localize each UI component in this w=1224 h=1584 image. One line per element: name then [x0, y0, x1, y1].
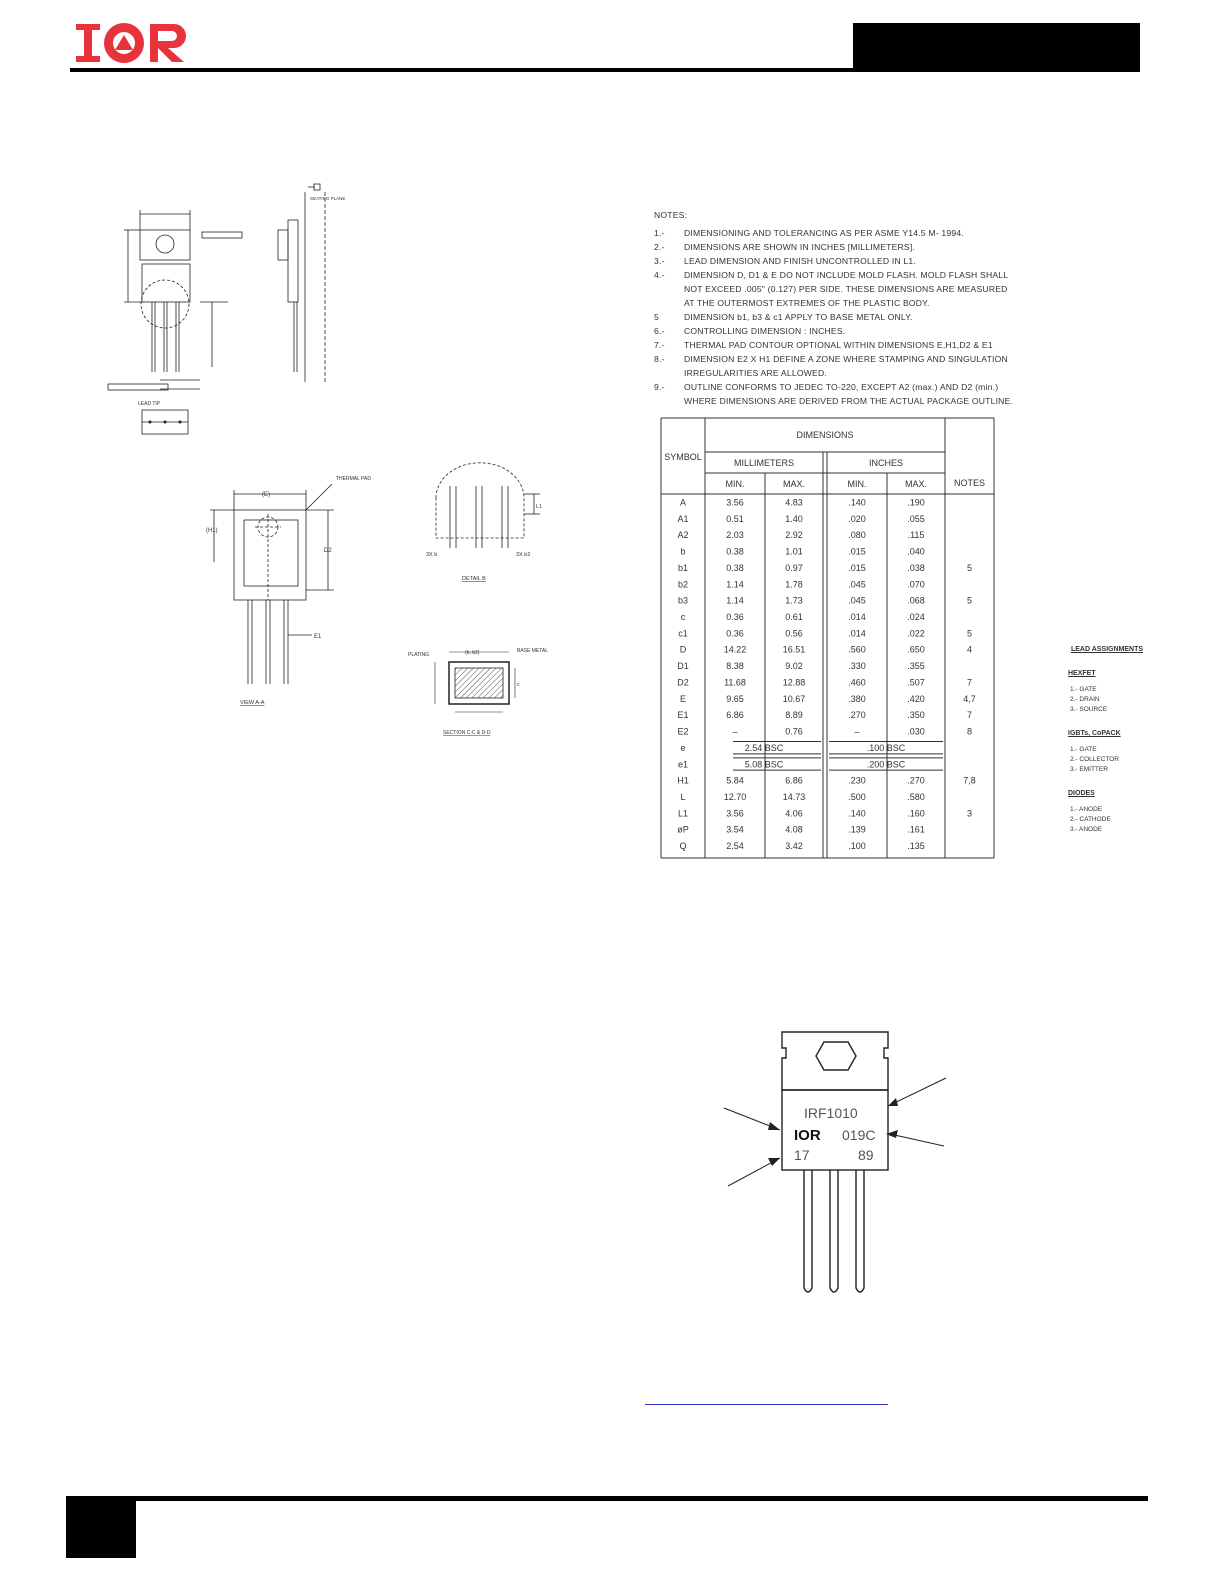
mm-min-cell: 11.68	[724, 677, 746, 688]
note-item	[654, 324, 1014, 338]
mm-min-cell: 6.86	[726, 710, 744, 721]
symbol-cell: E	[679, 693, 687, 704]
in-max-cell: .270	[907, 775, 925, 786]
note-text: DIMENSIONING AND TOLERANCING AS PER ASME Y14.5 M- 1994.	[684, 228, 964, 238]
note-ref-cell: 5	[966, 562, 973, 573]
notes-list	[654, 226, 1014, 408]
mm-max-cell: 12.88	[782, 677, 806, 688]
mm-min-cell: 0.51	[726, 513, 744, 524]
mm-max-cell: 1.73	[785, 595, 803, 606]
in-min-cell: .380	[848, 693, 866, 704]
note-text: DIMENSION b1, b3 & c1 APPLY TO BASE METAL ONLY.	[684, 312, 913, 322]
lead-group-name: HEXFET	[1068, 670, 1096, 677]
millimeters-header: MILLIMETERS	[733, 458, 795, 468]
in-min-cell: .230	[848, 775, 866, 786]
note-number: 7.-	[654, 340, 665, 350]
symbol-cell: E2	[677, 726, 689, 737]
in-max-cell: .190	[907, 497, 925, 508]
in-min-cell: .140	[848, 497, 866, 508]
mm-max-cell: 8.89	[785, 710, 803, 721]
in-min-cell: .560	[848, 644, 866, 655]
thermal-pad-label: THERMAL PAD	[336, 476, 372, 482]
mm-min-cell: 2.03	[726, 530, 744, 541]
note-item	[654, 338, 1014, 352]
note-ref-cell: 4	[966, 644, 973, 655]
symbol-cell: e1	[677, 759, 689, 770]
mm-min-cell: 2.54	[726, 841, 744, 852]
note-item	[654, 254, 1014, 268]
mm-max-cell: 4.08	[785, 824, 803, 835]
note-number: 3.-	[654, 256, 665, 266]
symbol-cell: D2	[677, 677, 689, 688]
bsc-in-cell: .100 BSC	[866, 742, 906, 753]
bsc-mm-cell: 5.08 BSC	[744, 759, 784, 770]
note-text: DIMENSION D, D1 & E DO NOT INCLUDE MOLD FLASH. MOLD FLASH SHALL NOT EXCEED .005" (0.127) PER SIDE. THESE DIMENSIONS ARE MEASURED AT THE OUTERMOST EXTREMES OF THE PLASTIC BODY.	[684, 270, 1008, 308]
note-ref-cell: 5	[966, 628, 973, 639]
dimensions-header: DIMENSIONS	[796, 430, 854, 440]
mm-min-cell: 1.14	[726, 595, 744, 606]
symbol-cell: b3	[677, 595, 689, 606]
marking-part-number: IRF1010	[804, 1105, 858, 1121]
note-number: 4.-	[654, 270, 665, 280]
marking-date-code: 019C	[842, 1127, 876, 1143]
mm-min-cell: 12.70	[723, 792, 747, 802]
in-min-cell: .015	[848, 562, 866, 573]
symbol-cell: D	[679, 644, 687, 655]
symbol-cell: D1	[677, 661, 689, 672]
mm-max-cell: 0.97	[785, 562, 803, 573]
mm-min-header: MIN.	[725, 479, 745, 489]
note-ref-cell: 7	[966, 677, 973, 688]
bsc-mm-cell: 2.54 BSC	[744, 742, 784, 753]
lead-pin-item: 2.- CATHODE	[1070, 816, 1111, 823]
detail-b-drawing	[420, 458, 570, 588]
lead-pin-item: 3.- EMITTER	[1070, 766, 1108, 773]
symbol-cell: Q	[679, 841, 687, 852]
in-min-cell: –	[854, 726, 860, 737]
lead-pin-item: 3.- ANODE	[1070, 826, 1103, 833]
dim-c-label: c	[517, 682, 520, 688]
marking-logo: IOR	[794, 1127, 821, 1144]
symbol-cell: E1	[677, 710, 689, 721]
in-min-cell: .270	[848, 710, 866, 721]
note-text: OUTLINE CONFORMS TO JEDEC TO-220, EXCEPT A2 (max.) AND D2 (min.) WHERE DIMENSIONS ARE DERIVED FROM THE ACTUAL PACKAGE OUTLINE.	[684, 382, 1014, 406]
section-cc-dd-drawing	[405, 640, 550, 740]
dim-l1-label: L1	[536, 504, 543, 510]
in-max-cell: .115	[907, 530, 925, 541]
note-number: 5	[654, 312, 659, 322]
header-rule	[70, 68, 1140, 72]
mm-max-header: MAX.	[782, 479, 806, 489]
lead-pin-item: 1.- ANODE	[1070, 806, 1103, 813]
lead-assignment-groups	[1052, 669, 1162, 835]
mm-max-cell: 0.76	[785, 726, 803, 737]
notes-title: NOTES:	[654, 210, 688, 220]
dim-3xb2-label: 3X b2	[516, 552, 531, 558]
marking-week-code: 89	[858, 1147, 874, 1163]
note-number: 1.-	[654, 228, 665, 238]
in-min-cell: .500	[848, 792, 866, 802]
note-text: LEAD DIMENSION AND FINISH UNCONTROLLED IN L1.	[684, 256, 917, 266]
in-min-cell: .014	[848, 628, 866, 639]
note-number: 9.-	[654, 382, 665, 392]
note-text: DIMENSIONS ARE SHOWN IN INCHES [MILLIMETERS].	[684, 242, 916, 252]
note-text: CONTROLLING DIMENSION : INCHES.	[684, 326, 846, 336]
symbol-cell: L	[680, 792, 686, 802]
in-max-cell: .022	[907, 628, 925, 639]
lead-group-name: IGBTs, CoPACK	[1068, 730, 1121, 737]
lead-assignments	[1052, 645, 1162, 835]
section-label: SECTION C-C & D-D	[443, 730, 491, 736]
plating-label: PLATING	[408, 652, 430, 658]
mm-max-cell: 3.42	[785, 841, 803, 852]
mm-max-cell: 2.92	[785, 530, 803, 541]
mm-min-cell: 3.54	[726, 824, 744, 835]
in-max-cell: .350	[907, 710, 925, 721]
dim-h1-label: (H1)	[206, 528, 218, 534]
note-ref-cell: 5	[966, 595, 973, 606]
seating-plane-label: SEATING PLANE	[310, 196, 346, 201]
in-max-cell: .420	[907, 693, 925, 704]
base-metal-label: BASE METAL	[517, 648, 549, 654]
package-outline-drawing	[100, 182, 346, 442]
note-text: THERMAL PAD CONTOUR OPTIONAL WITHIN DIMENSIONS E,H1,D2 & E1	[684, 340, 993, 350]
mm-min-cell: 9.65	[726, 693, 744, 704]
lead-pin-item: 2.- COLLECTOR	[1070, 756, 1120, 763]
mm-min-cell: 14.22	[723, 644, 747, 655]
note-item	[654, 226, 1014, 240]
ior-logo	[76, 22, 192, 64]
in-min-header: MIN.	[847, 479, 867, 489]
mm-min-cell: 0.36	[726, 612, 744, 622]
mm-max-cell: 1.40	[785, 513, 803, 524]
note-ref-cell: 4,7	[963, 693, 976, 704]
lead-pin-item: 3.- SOURCE	[1070, 706, 1108, 713]
note-number: 6.-	[654, 326, 665, 336]
in-max-cell: .040	[907, 546, 925, 557]
view-aa-drawing	[200, 472, 370, 712]
mm-max-cell: 14.73	[782, 792, 806, 802]
lead-group	[1052, 789, 1162, 835]
symbol-cell: c	[680, 612, 686, 622]
in-max-cell: .650	[907, 644, 925, 655]
mm-min-cell: 0.38	[726, 562, 744, 573]
mm-max-cell: 16.51	[782, 644, 806, 655]
lead-pin-item: 2.- DRAIN	[1070, 696, 1100, 703]
dim-b-b2-label: (b, b2)	[465, 650, 480, 656]
in-max-cell: .055	[907, 513, 925, 524]
in-min-cell: .045	[848, 595, 866, 606]
in-max-cell: .038	[907, 562, 925, 573]
in-max-cell: .161	[907, 824, 925, 835]
in-min-cell: .015	[848, 546, 866, 557]
note-item	[654, 310, 1014, 324]
in-min-cell: .020	[848, 513, 866, 524]
inches-header: INCHES	[868, 458, 904, 468]
note-number: 2.-	[654, 242, 665, 252]
hyperlink-underline[interactable]	[645, 1404, 888, 1405]
symbol-cell: b2	[677, 579, 689, 590]
notes-header: NOTES	[953, 478, 986, 488]
in-max-cell: .580	[907, 792, 925, 802]
mm-max-cell: 9.02	[785, 661, 803, 672]
in-max-cell: .070	[907, 579, 925, 590]
footer-rule	[66, 1496, 1148, 1501]
note-item	[654, 352, 1014, 380]
dim-e1-label: E1	[314, 634, 322, 640]
note-text: DIMENSION E2 X H1 DEFINE A ZONE WHERE STAMPING AND SINGULATION IRREGULARITIES ARE ALLOWED.	[684, 354, 1008, 378]
in-max-cell: .024	[907, 612, 925, 622]
mm-min-cell: 5.84	[726, 775, 744, 786]
mm-max-cell: 4.06	[785, 808, 803, 819]
in-min-cell: .014	[848, 612, 866, 622]
note-item	[654, 380, 1014, 408]
symbol-cell: b	[680, 546, 686, 557]
lead-tip-label: LEAD TIP	[138, 401, 161, 407]
dim-d2-label: D2	[324, 548, 332, 554]
in-max-header: MAX.	[904, 479, 928, 489]
mm-max-cell: 6.86	[785, 775, 803, 786]
dim-3xb-label: 3X b	[426, 552, 438, 558]
symbol-cell: L1	[677, 808, 689, 819]
note-ref-cell: 7	[966, 710, 973, 721]
note-number: 8.-	[654, 354, 665, 364]
dim-e-label: (E)	[262, 492, 270, 498]
lead-pin-item: 1.- GATE	[1070, 686, 1097, 693]
mm-max-cell: 0.56	[785, 628, 803, 639]
note-ref-cell: 7,8	[963, 775, 976, 786]
in-max-cell: .068	[907, 595, 925, 606]
in-max-cell: .355	[907, 661, 925, 672]
symbol-header: SYMBOL	[664, 452, 702, 462]
lead-assignments-title: LEAD ASSIGNMENTS	[1070, 646, 1144, 653]
symbol-cell: A1	[677, 513, 689, 524]
mm-max-cell: 10.67	[782, 693, 806, 704]
in-min-cell: .080	[848, 530, 866, 541]
mm-max-cell: 1.78	[785, 579, 803, 590]
mm-min-cell: 1.14	[726, 579, 744, 590]
mm-min-cell: 0.38	[726, 546, 744, 557]
in-min-cell: .100	[848, 841, 866, 852]
view-aa-label: VIEW A-A	[240, 700, 265, 706]
marking-lot-code: 17	[794, 1147, 810, 1163]
note-ref-cell: 3	[966, 808, 973, 819]
mm-max-cell: 0.61	[785, 612, 803, 622]
in-max-cell: .135	[907, 841, 925, 852]
mm-max-cell: 1.01	[785, 546, 803, 557]
lead-group	[1052, 669, 1162, 715]
bsc-in-cell: .200 BSC	[866, 759, 906, 770]
note-item	[654, 268, 1014, 310]
symbol-cell: A2	[677, 530, 689, 541]
dimensions-table	[661, 418, 994, 858]
mm-min-cell: 0.36	[726, 628, 744, 639]
note-item	[654, 240, 1014, 254]
in-min-cell: .460	[848, 677, 866, 688]
part-marking-drawing	[718, 1028, 950, 1302]
in-min-cell: .045	[848, 579, 866, 590]
footer-black-box	[66, 1496, 136, 1558]
header-black-box	[853, 23, 1140, 71]
mm-min-cell: 8.38	[726, 661, 744, 672]
note-ref-cell: 8	[966, 726, 973, 737]
mm-max-cell: 4.83	[785, 497, 803, 508]
symbol-cell: H1	[677, 775, 689, 786]
lead-group	[1052, 729, 1162, 775]
dimension-notes	[654, 208, 1014, 408]
symbol-cell: c1	[678, 628, 688, 639]
mm-min-cell: 3.56	[726, 808, 744, 819]
in-min-cell: .330	[848, 661, 866, 672]
in-min-cell: .140	[848, 808, 866, 819]
in-max-cell: .160	[907, 808, 925, 819]
symbol-cell: e	[680, 742, 686, 753]
mm-min-cell: –	[732, 726, 738, 737]
detail-b-label: DETAIL B	[462, 576, 486, 582]
symbol-cell: A	[679, 497, 687, 508]
in-min-cell: .139	[848, 824, 866, 835]
lead-group-name: DIODES	[1068, 790, 1095, 797]
symbol-cell: b1	[677, 562, 689, 573]
mm-min-cell: 3.56	[726, 497, 744, 508]
in-max-cell: .507	[907, 677, 925, 688]
in-max-cell: .030	[907, 726, 925, 737]
symbol-cell: øP	[677, 824, 689, 835]
lead-pin-item: 1.- GATE	[1070, 746, 1097, 753]
